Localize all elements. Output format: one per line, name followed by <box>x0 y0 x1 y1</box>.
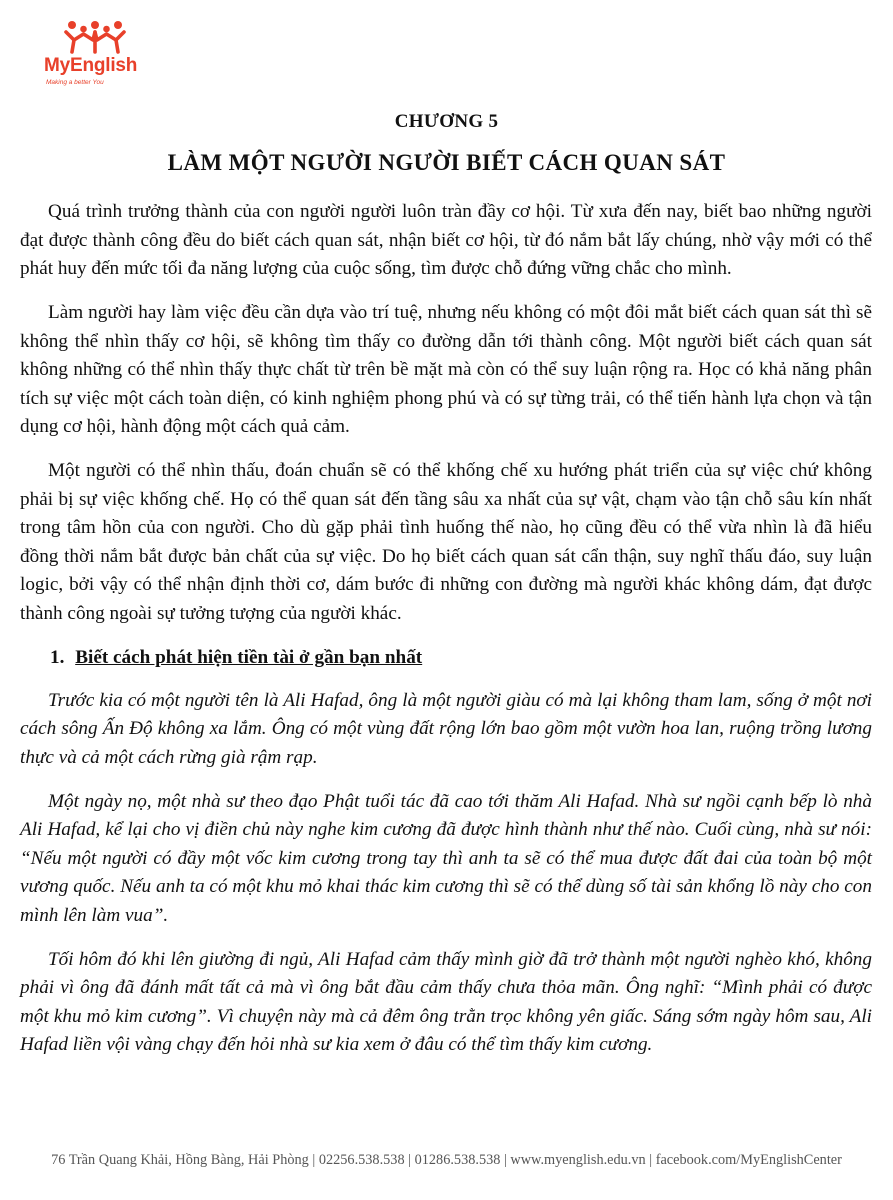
section-title: Biết cách phát hiện tiền tài ở gần bạn nhất <box>75 647 423 669</box>
logo-tagline: Making a better You <box>46 79 104 86</box>
intro-paragraph-1: Quá trình trưởng thành của con người người luôn tràn đầy cơ hội. Từ xưa đến nay, biết bao những người đạt được thành công đều do biết cách quan sát, nhận biết cơ hội, từ đó nắm bắt lấy chúng, nhờ vậy mới có thể phát huy đến mức tối đa năng lượng của cuộc sống, tìm được chỗ đứng vững chắc cho mình. <box>20 201 872 279</box>
section-heading <box>20 644 872 673</box>
chapter-label: CHƯƠNG 5 <box>394 111 499 132</box>
page-title: LÀM MỘT NGƯỜI NGƯỜI BIẾT CÁCH QUAN SÁT <box>167 150 726 175</box>
story-paragraph-1: Trước kia có một người tên là Ali Hafad, ông là một người giàu có mà lại không tham lam, sống ở một nơi cách sông Ấn Độ không xa lắm. Ông có một vùng đất rộng lớn bao gồm một vườn hoa lan, ruộng trồng lương thực và cả một cách rừng già rậm rạp. <box>20 689 872 768</box>
section-number: 1. <box>50 647 65 669</box>
story-paragraph-3: Tối hôm đó khi lên giường đi ngủ, Ali Hafad cảm thấy mình giờ đã trở thành một người nghèo khó, không phải vì ông đã đánh mất tất cả mà vì ông bắt đầu cảm thấy chưa thỏa mãn. Ông nghĩ: “Mình phải có được một khu mỏ kim cương”. Vì chuyện này mà cả đêm ông trằn trọc không yên giấc. Sáng sớm ngày hôm sau, Ali Hafad liền vội vàng chạy đến hỏi nhà sư kia xem ở đâu có thể tìm thấy kim cương. <box>20 948 872 1056</box>
people-logo-icon <box>64 20 126 54</box>
intro-paragraph-3: Một người có thể nhìn thấu, đoán chuẩn sẽ có thể khống chế xu hướng phát triển của sự việc chứ không phải bị sự việc khống chế. Họ có thể quan sát đến tầng sâu xa nhất của sự vật, chạm vào tận chỗ sâu kín nhất trong tâm hồn của con người. Cho dù gặp phải tình huống thế nào, họ cũng đều có thể vừa nhìn là đã hiểu đồng thời nắm bắt được bản chất của sự việc. Do họ biết cách quan sát cẩn thận, suy nghĩ thấu đáo, suy luận logic, bởi vậy có thể nhận định thời cơ, dám bước đi những con đường mà người khác không dám, đạt được thành công ngoài sự tưởng tượng của người khác. <box>20 460 872 624</box>
intro-paragraph-2: Làm người hay làm việc đều cần dựa vào trí tuệ, nhưng nếu không có một đôi mắt biết cách quan sát thì sẽ không thể nhìn thấy cơ hội, sẽ không tìm thấy co đường dẫn tới thành công. Một người biết cách quan sát không những có thể nhìn thấy thực chất từ trên bề mặt mà còn có thể suy luận rộng ra. Học có khả năng phân tích sự việc một cách toàn diện, có kinh nghiệm phong phú và có sự từng trải, có thể tiến hành lựa chọn và tận dụng cơ hội, hành động một cách quả cảm. <box>20 302 872 438</box>
document-body <box>20 198 872 1076</box>
logo-wordmark: MyEnglish <box>44 55 138 76</box>
story-paragraph-2: Một ngày nọ, một nhà sư theo đạo Phật tuổi tác đã cao tới thăm Ali Hafad. Nhà sư ngồi cạnh bếp lò nhà Ali Hafad, kể lại cho vị điền chủ này nghe kim cương đã được hình thành như thế nào. Cuối cùng, nhà sư nói: “Nếu một người có đầy một vốc kim cương trong tay thì anh ta sẽ có thể mua được đất đai của toàn bộ một vương quốc. Nếu anh ta có một khu mỏ khai thác kim cương thì sẽ có thể dùng số tài sản khổng lồ này cho con mình lên làm vua”. <box>20 790 872 926</box>
brand-logo <box>44 20 154 90</box>
page-footer: 76 Trần Quang Khải, Hồng Bàng, Hải Phòng | 02256.538.538 | 01286.538.538 | www.myenglish.edu.vn | facebook.com/MyEnglishCenter <box>51 1152 842 1168</box>
